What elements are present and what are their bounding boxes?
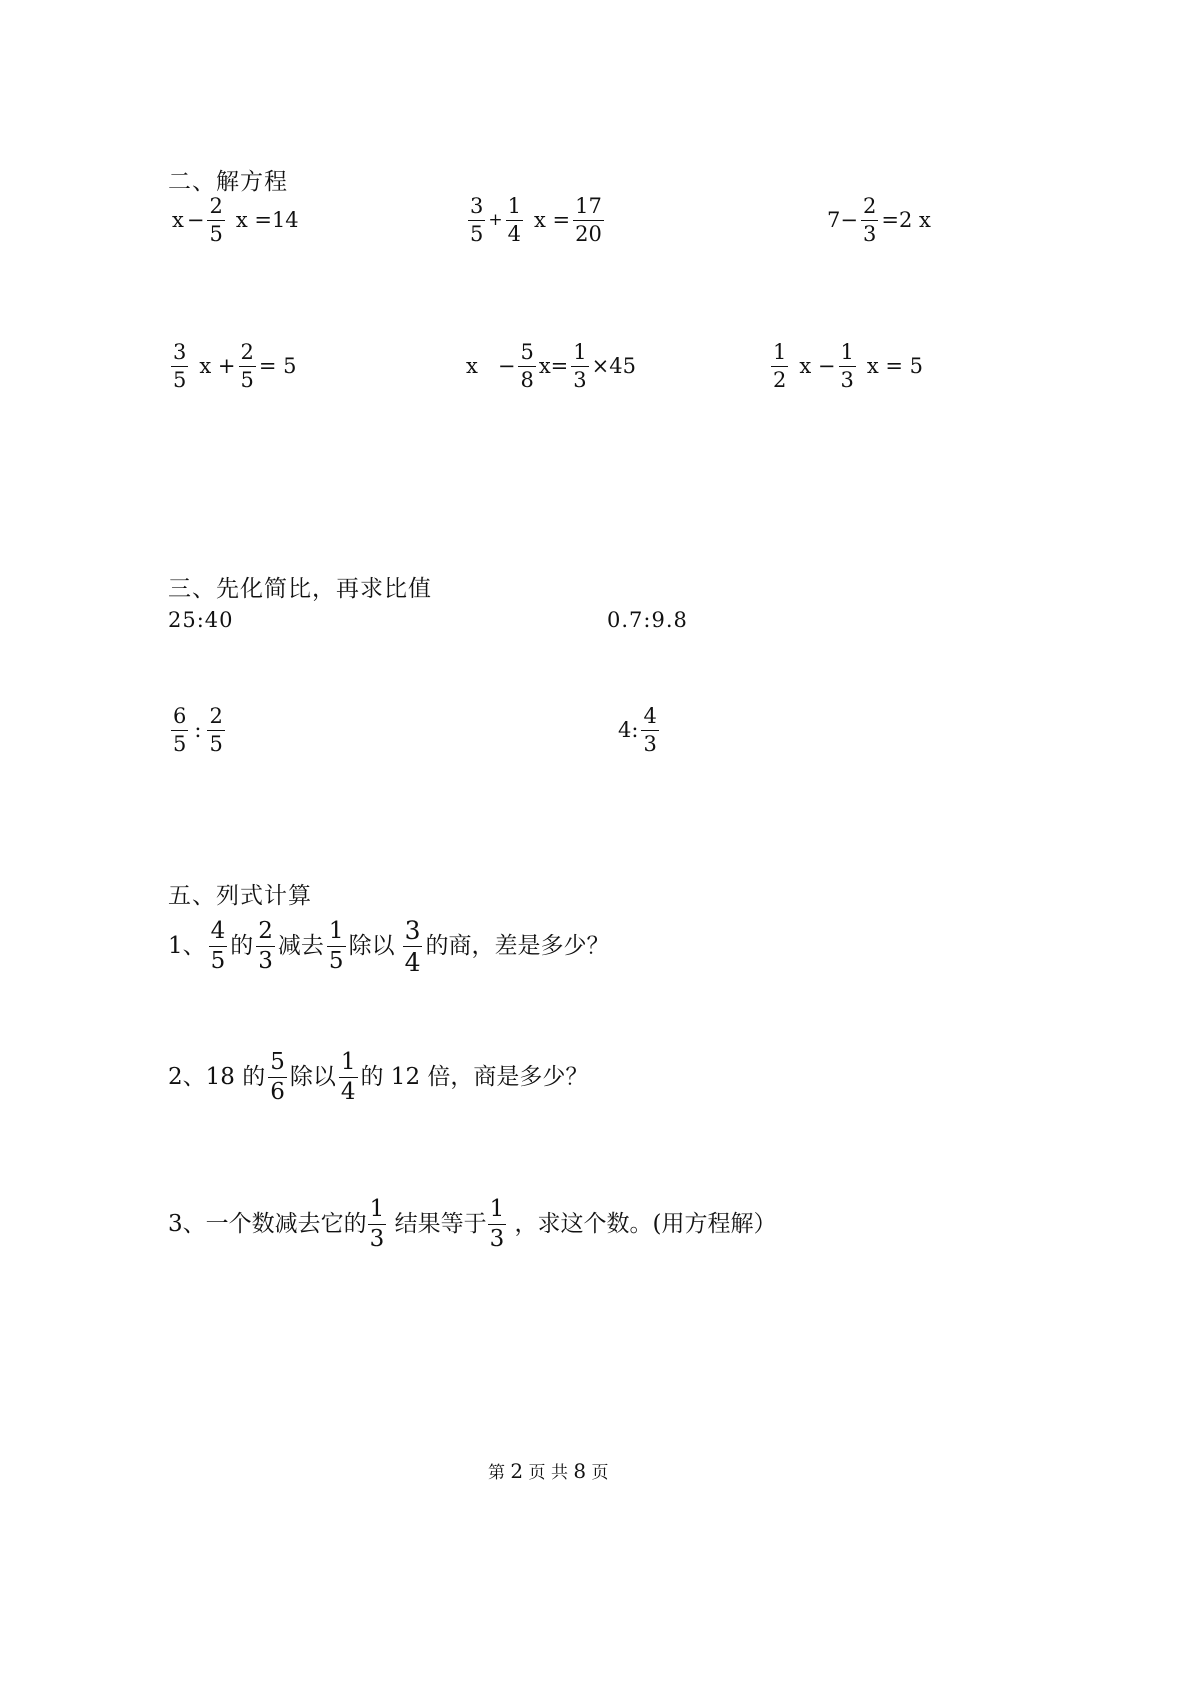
q1-fraction-2 [256,917,275,974]
numerator: 1 [773,339,787,364]
question-2 [168,1045,588,1109]
footer-suffix: 页 [591,1463,609,1483]
eq3-lhs: 7− [827,207,858,232]
q3-fraction-1 [368,1195,387,1252]
numerator: 1 [340,1048,356,1075]
section-heading-word-problems: 五、列式计算 [168,883,312,909]
eq4-fraction-2 [239,339,256,392]
denominator: 3 [840,367,854,392]
r3-fraction-1 [171,703,188,756]
q2-text-2: 除以 [289,1063,336,1090]
denominator: 5 [209,731,223,756]
eq3-rhs: =2 x [881,207,931,232]
numerator: 5 [520,339,534,364]
q1-text-5: 的商，差是多少？ [425,932,610,959]
eq5-rhs: ×45 [591,353,636,378]
numerator: 1 [489,1195,505,1222]
equation-2 [465,190,607,250]
q1-text-1: 1、 [168,932,206,959]
eq5-lhs: x − [466,353,516,378]
denominator: 8 [520,367,534,392]
eq1-op: − [186,207,205,232]
numerator: 2 [240,339,254,364]
eq1-var: x [172,207,184,232]
q1-text-4: 除以 [348,932,395,959]
numerator: 3 [173,339,187,364]
numerator: 4 [210,917,226,944]
q1-fraction-1 [209,917,228,974]
ratio-3 [168,700,228,760]
numerator: 1 [507,193,521,218]
denominator: 5 [328,947,344,974]
question-1 [168,914,609,978]
denominator: 5 [210,947,226,974]
equation-3 [827,190,931,250]
numerator: 3 [470,193,484,218]
q1-text-3: 减去 [277,932,324,959]
page-total: 8 [573,1459,587,1483]
denominator: 3 [862,221,877,246]
eq2-fraction-3 [573,193,604,246]
numerator: 1 [840,339,854,364]
denominator: 4 [404,947,421,977]
eq2-fraction-2 [506,193,523,246]
section-heading-equations: 二、解方程 [168,169,288,195]
eq1-fraction [207,193,224,246]
eq2-mid: x = [534,207,571,232]
q1-fraction-4 [403,915,423,977]
eq1-rhs: x =14 [235,207,299,232]
eq5-fraction-1 [518,339,535,392]
numerator: 1 [369,1195,385,1222]
numerator: 2 [862,193,877,218]
eq4-mid: x + [199,353,236,378]
eq5-fraction-2 [571,339,588,392]
denominator: 5 [240,367,254,392]
numerator: 2 [209,193,223,218]
question-3 [168,1192,777,1256]
denominator: 4 [507,221,521,246]
eq4-rhs: = 5 [258,353,297,378]
denominator: 2 [773,367,787,392]
eq2-op: + [488,209,503,230]
r3-sep: : [194,717,202,742]
denominator: 6 [270,1078,285,1105]
numerator: 3 [404,915,421,945]
equation-5 [466,336,636,396]
page-footer [488,1458,609,1483]
denominator: 5 [209,221,223,246]
denominator: 3 [643,731,657,756]
eq2-fraction-1 [468,193,485,246]
page-number: 2 [510,1459,524,1483]
q3-text-1: 3、一个数减去它的 [168,1210,367,1237]
ratio-1: 25:40 [168,608,234,632]
r3-fraction-2 [207,703,224,756]
r4-lhs: 4: [618,717,639,742]
numerator: 2 [258,917,273,944]
numerator: 4 [643,703,657,728]
denominator: 3 [369,1225,385,1252]
q2-fraction-2 [339,1048,358,1105]
q2-text-3: 的 12 倍，商是多少？ [360,1063,589,1090]
denominator: 20 [575,221,602,246]
denominator: 5 [470,221,484,246]
eq6-fraction-2 [839,339,856,392]
q2-fraction-1 [268,1048,287,1105]
q2-text-1: 2、18 的 [168,1063,266,1090]
denominator: 3 [489,1225,505,1252]
r4-fraction [641,703,658,756]
q3-text-3: ，求这个数。(用方程解） [507,1210,777,1237]
eq6-fraction-1 [771,339,788,392]
section-heading-ratios: 三、先化简比，再求比值 [168,576,432,602]
equation-1 [172,190,299,250]
numerator: 1 [573,339,587,364]
numerator: 1 [328,917,344,944]
denominator: 5 [173,731,187,756]
numerator: 17 [575,193,602,218]
q3-text-2: 结果等于 [387,1210,487,1237]
denominator: 5 [173,367,187,392]
footer-mid: 页 共 [528,1463,568,1483]
ratio-2: 0.7:9.8 [607,608,688,632]
eq6-rhs: x = 5 [866,353,924,378]
denominator: 3 [258,947,273,974]
q3-fraction-2 [488,1195,507,1252]
eq4-fraction-1 [171,339,188,392]
q1-fraction-3 [327,917,346,974]
numerator: 2 [209,703,223,728]
eq5-mid: x= [538,353,569,378]
equation-4 [168,336,297,396]
denominator: 4 [340,1078,356,1105]
ratio-4 [618,700,662,760]
numerator: 5 [270,1048,285,1075]
eq3-fraction [861,193,878,246]
denominator: 3 [573,367,587,392]
numerator: 6 [173,703,187,728]
equation-6 [768,336,923,396]
footer-prefix: 第 [488,1463,505,1483]
eq6-mid: x − [799,353,836,378]
q1-text-2: 的 [230,932,254,959]
